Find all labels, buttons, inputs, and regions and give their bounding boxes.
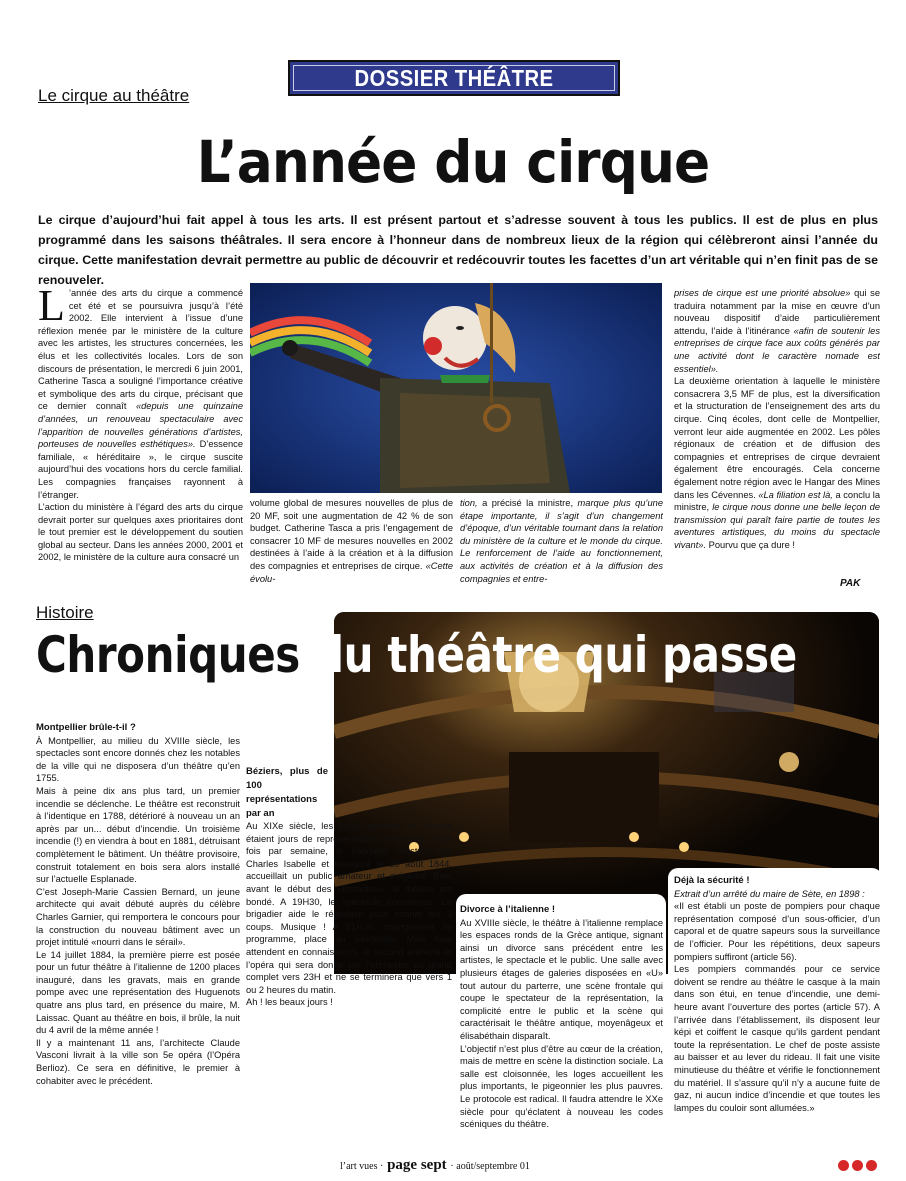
article-column-3: tion, a précisé la ministre, marque plus qu’une étape importante, il s’agit d’un changement d’époque, d’un véritable tournant dans la relation du ministère de la culture et le monde du cirque. Le renforcement de l’aide au fonctionnement, aux activités de création et à la diffusion des compagnies et entre-: [460, 498, 663, 584]
italienne-column: Divorce à l’italienne ! Au XVIIIe siècle, le théâtre à l’italienne remplace les espaces ronds de la Grèce antique, signant ainsi un divorce sans précédent entre les artistes, le spectacle et le public. Une salle avec plusieurs étages de galeries disposées en «U» tout autour du parterre, une scène frontale qui coupe le spectateur de la représentation, la complicité entre le public et la scène qui caractérisait le théâtre antique, moyenâgeux et élisabéthain disparaît. L’objectif n’est plus d’être au cœur de la création, mais de mettre en scène la distinction sociale. La salle est cloisonnée, les loges accueillent les plus importants, le pigeonnier les plus pauvres. Le protocole est radical. Il faudra attendre le XXe siècle pour qu’éclatent à nouveau les codes scéniques du théâtre.: [460, 904, 663, 1130]
rubric-cirque: Le cirque au théâtre: [38, 86, 190, 105]
footer-dots: [838, 1158, 880, 1176]
signature: PAK: [840, 578, 861, 589]
banner-label: DOSSIER THÉÂTRE: [354, 64, 554, 91]
article-title: L’année du cirque: [196, 128, 710, 196]
article-column-2: volume global de mesures nouvelles de plus de 20 MF, soit une augmentation de 42 % de son budget. Catherine Tasca a pris l’engagement de consacrer 10 MF de mesures nouvelles en 2002 destinées à l’aide à la création et à la diffusion des compagnies et entreprises de cirque. «Cette évolu-: [250, 498, 453, 584]
page-footer: l’art vues · page sept · août/septembre 01: [340, 1157, 530, 1173]
beziers-heading: Béziers, plus de 100 représentations par an: [246, 766, 328, 819]
montpellier-heading: Montpellier brûle-t-il ?: [36, 722, 136, 733]
clown-photo: [250, 283, 662, 493]
italienne-heading: Divorce à l’italienne !: [460, 904, 556, 915]
securite-column: Déjà la sécurité ! Extrait d’un arrêté du maire de Sète, en 1898 : «Il est établi un poste de pompiers pour chaque représentation composé d’un sous-officier, d’un caporal et de quatre sapeurs sous la surveillance de l’officier. Pour les répétitions, deux sapeurs pompiers suffiront (article 56). Les pompiers commandés pour ce service doivent se rendre au théâtre le casque à la main dans son étui, en tenue d’incendie, une demi-heure avant l’ouverture des portes (article 57). A l’arrivée dans l’établissement, ils disposent leur képi et coiffent le casque qu’ils gardent pendant toute la représentation. Le chef de poste assiste au baisser et au lever du rideau. Il fait une visite minutieuse du théâtre et vérifie le fonctionnement du matériel. Il s’assure qu’il n’y a aucune fuite de gaz, ni aucun indice d’incendie et que toutes les lampes du couloir sont allumées.»: [674, 875, 880, 1113]
securite-heading: Déjà la sécurité !: [674, 875, 750, 886]
section-banner: [288, 60, 620, 96]
section-title: Chroniques du théâtre qui passe: [36, 626, 797, 684]
montpellier-column: Montpellier brûle-t-il ? À Montpellier, au milieu du XVIIIe siècle, les spectacles sont encore donnés chez les notables de la ville qui ne disposera d’un théâtre qu’en 1755. Mais à peine dix ans plus tard, un premier incendie se déclenche. Le théâtre est reconstruit à l’identique en 1788, détérioré à nouveau un an après par un... début d’incendie. Un troisième incendie (!) en viendra à bout en 1881, détruisant complètement le bâtiment. Un théâtre provisoire, construit totalement en bois sera alors installé sur l’actuelle Esplanade. C’est Joseph-Marie Cassien Bernard, un jeune architecte qui avait débuté auprès du célèbre Charles Garnier, qui remportera le concours pour la construction du nouveau bâtiment avec un projet intitulé «nourri dans le sérail». Le 14 juillet 1884, la première pierre est posée pour un futur théâtre à l’italienne de 1200 places inauguré, dans les gravats, mais en grande pompe avec une représentation des Huguenots quatre ans plus tard, en présence du maire, M. Laissac. Quant au théâtre en bois, il brûle, la nuit du 4 avril de la même année ! Il y a maintenant 11 ans, l’architecte Claude Vasconi livrait à la ville son 5e opéra (l’Opéra Berlioz). Ce sera en définitive, le premier à cohabiter avec le précédent.: [36, 722, 240, 1086]
photo-overlap: [334, 820, 458, 974]
beziers-column: Au XIXe siècle, les jeudi, vendredi et samedi étaient jours de représentations à Béziers. Trois fois par semaine, le bâtiment construit par Charles Isabelle et inauguré le 29 août 1844, accueillait un public amateur et exigeant. Bien avant le début des «festivités», le théâtre est bondé. A 19H30, le spectacle commence. Le brigadier aide le régisseur pour sonner les 3 coups. Musique ! A 21H30, changement de programme, place au vaudeville. Mais tous attendent en connaisseurs, le second entracte et l’opéra qui sera donné par l’orchestre au grand complet vers 23H et ne se terminera que vers 1 ou 2 heures du matin. Ah ! les beaux jours !: [246, 821, 452, 1008]
article-lead: Le cirque d’aujourd’hui fait appel à tous les arts. Il est présent partout et s’adresse souvent à tous les publics. Il est de plus en plus programmé dans les saisons théâtrales. Il sera encore à l’honneur dans de nombreux lieux de la région qui célèbreront ainsi l’année du cirque. Cette manifestation devrait permettre au public de découvrir et redécouvrir toutes les facettes d’un art véritable qui n’en finit pas de se renouveler.: [38, 213, 878, 287]
rubric-histoire: Histoire: [36, 603, 94, 622]
article-column-1: L ’année des arts du cirque a commencé cet été et se poursuivra jusqu’à l’été 2002. Elle intervient à l’issue d’une réflexion menée par le ministère de la culture avec les artistes, les structures concernées, les élus et les collectivités locales. Lors de son discours de présentation, le mercredi 6 juin 2001, Catherine Tasca a souligné l’importance créative et symbolique des arts du cirque, précisant que ce dernier connaît «depuis une quinzaine d’années, un renouveau spectaculaire avec l’apparition de nouvelles générations d’artistes, porteuses de nouvelles esthétiques». D’essence familiale, « héréditaire », le cirque suscite aujourd’hui des vocations hors du cercle familial. Les compagnies françaises rayonnent à l’étranger. L’action du ministère à l’égard des arts du cirque devrait porter sur quelques axes prioritaires dont le tout premier est le développement du soutien global au secteur. Dans les années 2000, 2001 et 2002, le ministère de la culture aura consacré un: [38, 287, 243, 563]
article-column-4: prises de cirque est une priorité absolue» qui se traduira notamment par la mise en œuvre d’un nouveau dispositif d’aide particulièrement attendu, l’aide à l’itinérance «afin de soutenir les entreprises de cirque face aux coûts générés par une activité dont le caractère nomade est essentiel». La deuxième orientation à laquelle le ministère consacrera 3,5 MF de plus, est la diversification et la structuration de l’enseignement des arts du cirque. Cinq écoles, dont celle de Montpellier, verront leur aide augmentée en 2002. Les pôles régionaux de création et de diffusion des compagnies et entreprises de cirque devraient également être encouragés. Cela concerne également notre région avec le Hangar des Mines dans les Cévennes. «La filiation est là, a conclu la ministre, le cirque nous donne une belle leçon de transmission qui paraît faire partie de toutes les aventures artistiques, du moins du spectacle vivant». Pourvu que ça dure !: [674, 288, 880, 550]
dropcap: L: [38, 287, 65, 330]
